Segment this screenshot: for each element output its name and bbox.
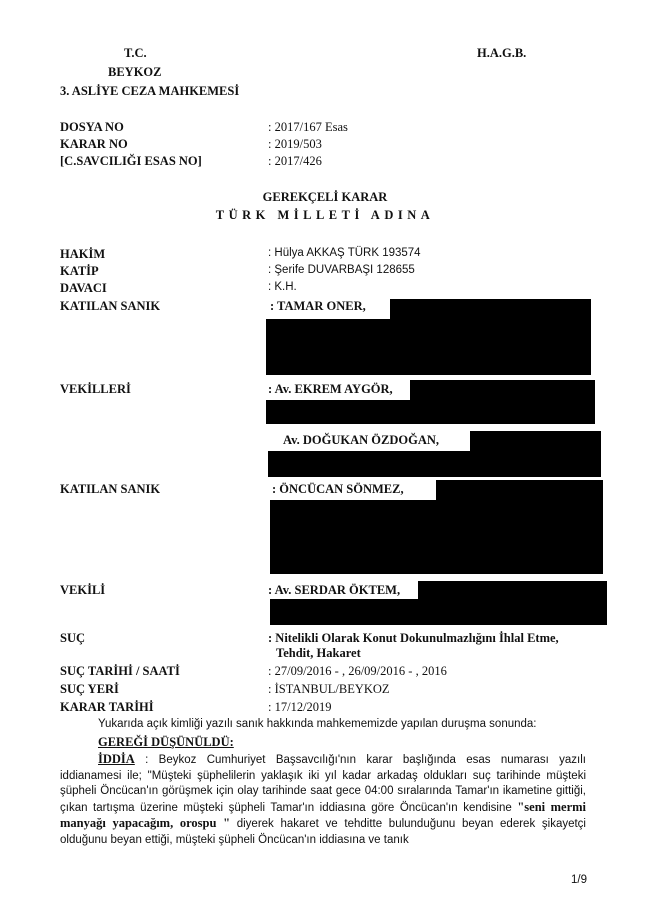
vekil1-value: : Av. EKREM AYGÖR, [268, 382, 393, 396]
geregi-dusunuldu: GEREĞİ DÜŞÜNÜLDÜ: [98, 735, 234, 749]
karar-tarihi-value: : 17/12/2019 [268, 700, 332, 714]
karar-no-value: : 2019/503 [268, 137, 322, 151]
header-tc: T.C. [124, 46, 147, 60]
sanik2-value: : ÖNCÜCAN SÖNMEZ, [272, 482, 404, 496]
karar-tarihi-label: KARAR TARİHİ [60, 700, 154, 714]
karar-no-label: KARAR NO [60, 137, 128, 151]
vekil2-label: VEKİLİ [60, 583, 106, 597]
vekil2-value: : Av. SERDAR ÖKTEM, [268, 583, 401, 597]
dosya-value: : 2017/167 Esas [268, 120, 348, 134]
sanik2-label: KATILAN SANIK [60, 482, 161, 496]
sanik1-value: : TAMAR ONER, [270, 299, 366, 313]
page-number: 1/9 [571, 874, 587, 886]
redaction-block [436, 480, 603, 500]
redaction-block [270, 500, 603, 574]
katip-value: : Şerife DUVARBAŞI 128655 [268, 264, 415, 276]
vekil1-label: VEKİLLERİ [60, 382, 131, 396]
header-court: 3. ASLİYE CEZA MAHKEMESİ [60, 84, 240, 98]
redaction-block [266, 319, 591, 375]
iddia-label: İDDİA [98, 752, 135, 766]
iddia-quote: "seni mermi manyağı yapacağım, orospu " [60, 799, 586, 831]
vekil1b-value: Av. DOĞUKAN ÖZDOĞAN, [283, 433, 440, 447]
intro-text: Yukarıda açık kimliği yazılı sanık hakkında mahkememizde yapılan duruşma sonunda: [98, 718, 537, 730]
suc-value-line2: Tehdit, Hakaret [276, 646, 361, 660]
suc-value-line1: : Nitelikli Olarak Konut Dokunulmazlığını İhlal Etme, [268, 631, 559, 645]
hakim-value: : Hülya AKKAŞ TÜRK 193574 [268, 247, 421, 259]
title-gerekceli-karar: GEREKÇELİ KARAR [262, 190, 388, 204]
suc-tarihi-label: SUÇ TARİHİ / SAATİ [60, 664, 180, 678]
header-code: H.A.G.B. [477, 46, 527, 60]
iddia-paragraph [60, 752, 586, 849]
dosya-label: DOSYA NO [60, 120, 124, 134]
sanik1-label: KATILAN SANIK [60, 299, 161, 313]
hakim-label: HAKİM [60, 247, 106, 261]
savcilik-label: [C.SAVCILIĞI ESAS NO] [60, 154, 202, 168]
redaction-block [410, 380, 595, 400]
davaci-value: : K.H. [268, 281, 297, 293]
title-turk-milleti-adina: TÜRK MİLLETİ ADINA [215, 208, 435, 222]
iddia-text-part1: : Beykoz Cumhuriyet Başsavcılığı'nın karar başlığında esas numarası yazılı iddianamesi ile; "Müşteki şüphelilerin yaklaşık iki yıl kadar arkadaş oldukları suç tarihinde müşteki şüpheli Öncücan'ın görüşmek için olay tarihinde saat gece 04:00 sıralarında Tamar'ın ikametine gittiği, çıkan tartışma üzerine müşteki şüpheli Tamar'ın iddiasına göre Öncücan'ın kendisine [60, 754, 586, 814]
redaction-block [270, 599, 607, 625]
davaci-label: DAVACI [60, 281, 107, 295]
suc-yeri-value: : İSTANBUL/BEYKOZ [268, 682, 390, 696]
iddia-text-part2: diyerek hakaret ve tehditte bulunduğunu beyan ederek şikayetçi olduğunu beyan ettiği, müşteki şüpheli Öncücan'ın iddiasına ve tanık [60, 818, 586, 846]
suc-yeri-label: SUÇ YERİ [60, 682, 119, 696]
redaction-block [470, 431, 601, 451]
suc-tarihi-value: : 27/09/2016 - , 26/09/2016 - , 2016 [268, 664, 447, 678]
katip-label: KATİP [60, 264, 99, 278]
redaction-block [418, 581, 607, 599]
redaction-block [390, 299, 591, 319]
redaction-block [268, 451, 601, 477]
suc-label: SUÇ [60, 631, 86, 645]
redaction-block [266, 400, 595, 424]
header-city: BEYKOZ [108, 65, 162, 79]
savcilik-value: : 2017/426 [268, 154, 322, 168]
